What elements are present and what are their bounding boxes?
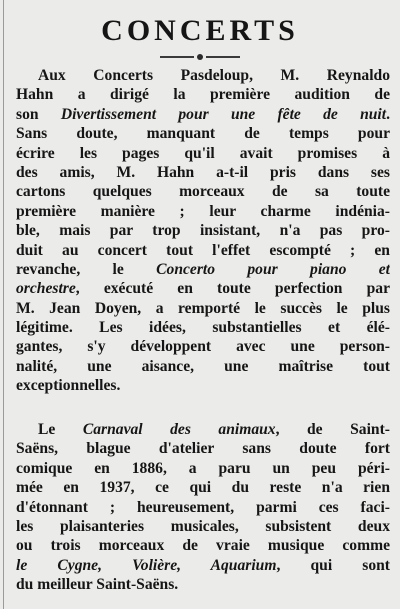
text-run: , de Saint-	[275, 421, 390, 438]
text-run: gantes, s'y développent avec une person-	[16, 338, 390, 356]
text-line	[16, 279, 390, 298]
text-line	[16, 182, 390, 201]
article-paragraph-1	[16, 66, 390, 396]
text-line	[16, 105, 390, 124]
text-run: Sans doute, manquant de temps pour	[16, 125, 390, 143]
text-line	[16, 318, 390, 337]
text-line	[16, 498, 390, 517]
text-line	[16, 420, 390, 439]
text-line	[16, 299, 390, 318]
text-line	[16, 221, 390, 240]
text-line	[16, 376, 390, 395]
text-run: Saëns, blague d'atelier sans doute fort	[16, 440, 390, 458]
text-run: les plaisanteries musicales, subsistent deux	[16, 517, 390, 535]
article-title: CONCERTS	[101, 14, 299, 47]
text-line	[16, 85, 390, 104]
text-line	[16, 260, 390, 279]
text-line	[16, 144, 390, 163]
ornament-dot	[197, 54, 203, 60]
text-run: .	[386, 105, 390, 123]
text-line	[16, 439, 390, 458]
italic-title-run: Divertissement pour une fête de nuit	[60, 105, 387, 123]
text-run: première manière ; leur charme indénia-	[16, 202, 390, 220]
text-line	[16, 66, 390, 85]
italic-title-run: le Cygne, Volière, Aquarium	[16, 556, 277, 574]
text-run: ou trois morceaux de vraie musique comme	[16, 537, 390, 555]
text-line	[16, 459, 390, 478]
text-run: mée en 1937, ce qui du reste n'a rien	[16, 479, 390, 497]
column-rule	[3, 0, 4, 609]
italic-title-run: Carnaval des animaux	[82, 421, 276, 438]
text-line	[16, 163, 390, 182]
text-line	[16, 337, 390, 356]
text-line	[16, 536, 390, 555]
text-run: exceptionnelles.	[16, 377, 121, 395]
text-run: écrire les pages qu'il avait promises à	[16, 144, 390, 162]
text-run: nalité, une aisance, une maîtrise tout	[16, 357, 390, 375]
text-run: ble, mais par trop insistant, n'a pas pro-	[16, 222, 390, 240]
text-run: , qui sont	[276, 556, 390, 574]
text-run: comique en 1886, a paru un peu péri-	[16, 459, 390, 477]
text-line	[16, 556, 390, 575]
text-line	[16, 357, 390, 376]
text-run: revanche, le	[16, 260, 157, 278]
text-run: d'étonnant ; heureusement, parmi ces faci-	[16, 498, 390, 516]
text-line	[16, 575, 390, 594]
text-run: Aux Concerts Pasdeloup, M. Reynaldo	[38, 67, 390, 84]
title-ornament	[160, 54, 240, 60]
ornament-rule-left	[160, 56, 194, 58]
text-run: son	[16, 105, 61, 123]
article-paragraph-2	[16, 420, 390, 595]
text-run: du meilleur Saint-Saëns.	[16, 576, 179, 594]
italic-title-run: Concerto pour piano et	[156, 260, 390, 278]
text-line	[16, 124, 390, 143]
text-run: légitime. Les idées, substantielles et élé-	[16, 319, 390, 337]
text-run: des amis, M. Hahn a-t-il pris dans ses	[16, 163, 390, 181]
text-run: cartons quelques morceaux de sa toute	[16, 183, 390, 201]
text-run: , exécuté en toute perfection par	[75, 280, 390, 298]
italic-title-run: orchestre	[16, 280, 76, 298]
text-run: Hahn a dirigé la première audition de	[16, 86, 390, 104]
text-line	[16, 478, 390, 497]
text-run: Le	[38, 421, 83, 438]
text-run: M. Jean Doyen, a remporté le succès le plus	[16, 299, 390, 317]
ornament-rule-right	[206, 56, 240, 58]
text-run: duit au concert tout l'effet escompté ; en	[16, 241, 390, 259]
text-line	[16, 517, 390, 536]
text-line	[16, 202, 390, 221]
text-line	[16, 241, 390, 260]
